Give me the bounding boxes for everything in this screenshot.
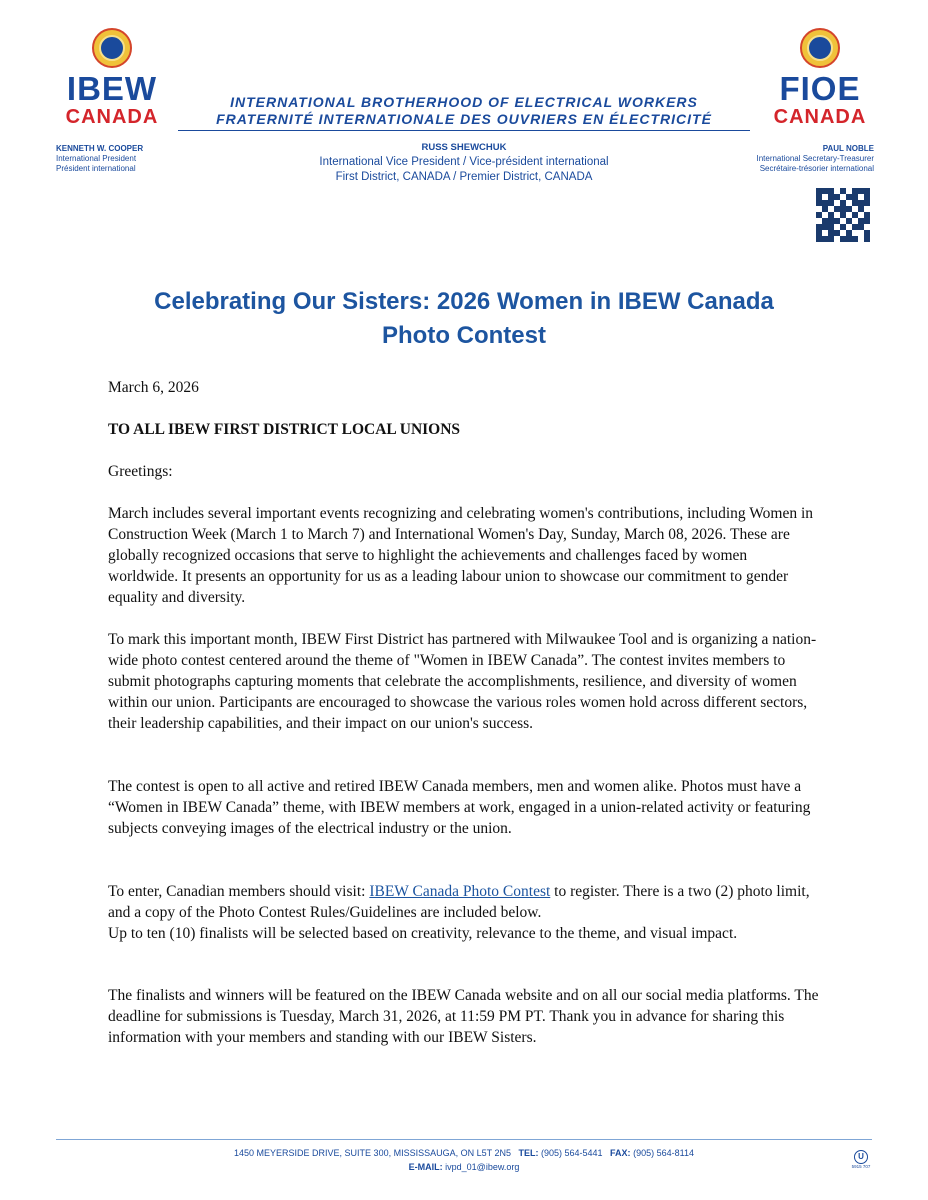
fioe-canada-logo: [764, 28, 876, 128]
org-name-fr: FRATERNITÉ INTERNATIONALE DES OUVRIERS EN ÉLECTRICITÉ: [216, 111, 712, 127]
fioe-seal-icon: [800, 28, 840, 68]
right-officer: [712, 143, 874, 174]
footer-address: 1450 MEYERSIDE DRIVE, SUITE 300, MISSISSAUGA, ON L5T 2N5: [234, 1148, 511, 1158]
paragraph-4-rest: to register. There is a two (2) photo limit, and a copy of the Photo Contest Rules/Guidelines are included below.: [108, 883, 810, 921]
ibew-seal-icon: [92, 28, 132, 68]
footer-tel: (905) 564-5441: [540, 1148, 603, 1158]
footer-divider: [56, 1139, 872, 1140]
ibew-canada-logo: [56, 28, 168, 128]
left-officer-title-en: International President: [56, 154, 137, 163]
paragraph-4-intro: To enter, Canadian members should visit:: [108, 883, 370, 900]
page-title-line2: Photo Contest: [382, 322, 546, 349]
union-label-icon: U 5915 707: [849, 1150, 873, 1169]
qr-code-icon: [816, 188, 870, 242]
left-logo-bottom: CANADA: [65, 106, 159, 128]
page-title: [40, 285, 888, 353]
right-logo-top: FIOE: [779, 70, 861, 107]
right-logo-bottom: CANADA: [773, 106, 867, 128]
org-name-en: INTERNATIONAL BROTHERHOOD OF ELECTRICAL WORKERS: [230, 94, 698, 110]
paragraph-1: March includes several important events recognizing and celebrating women's contributions, including Women in Construction Week (March 1 to March 7) and International Women's Day, Sunday, March 08, 2026. These are globally recognized occasions that serve to highlight the achievements and challenges faced by women worldwide. It presents an opportunity for us as a leading labour union to showcase our commitment to gender equality and diversity.: [108, 505, 814, 606]
left-officer-name: KENNETH W. COOPER: [56, 144, 144, 153]
center-officer-line1: International Vice President / Vice-président international: [319, 156, 609, 168]
right-officer-name: PAUL NOBLE: [822, 144, 874, 153]
footer-address-line: [56, 1148, 872, 1158]
salutation-heading: TO ALL IBEW FIRST DISTRICT LOCAL UNIONS: [108, 421, 461, 438]
paragraph-2: To mark this important month, IBEW First District has partnered with Milwaukee Tool and is organizing a nation-wide photo contest centered around the theme of "Women in IBEW Canada”. The contest invites members to submit photographs capturing moments that celebrate the accomplishments, resilience, and diversity of women within our union. Participants are encouraged to showcase the various roles women hold across different sectors, their leadership capabilities, and their impact on our union's success.: [108, 631, 817, 732]
letter-date: March 6, 2026: [108, 379, 199, 396]
left-officer: [56, 143, 216, 174]
footer-tel-label: TEL:: [518, 1148, 539, 1158]
paragraph-3: The contest is open to all active and retired IBEW Canada members, men and women alike. Photos must have a “Women in IBEW Canada” theme, with IBEW members at work, engaged in a union-related activity or featuring subjects conveying images of the electrical industry or the union.: [108, 778, 811, 837]
center-officer-line2: First District, CANADA / Premier District, CANADA: [335, 171, 593, 183]
footer-email-label: E-MAIL:: [408, 1162, 443, 1172]
paragraph-4: [108, 881, 820, 944]
left-officer-title-fr: Président international: [56, 164, 136, 173]
paragraph-4-second: Up to ten (10) finalists will be selected based on creativity, relevance to the theme, and visual impact.: [108, 925, 738, 942]
footer-fax: (905) 564-8114: [633, 1148, 694, 1158]
footer-email-line: [56, 1162, 872, 1172]
footer-email: ivpd_01@ibew.org: [445, 1162, 520, 1172]
page-title-line1: Celebrating Our Sisters: 2026 Women in IBEW Canada: [154, 288, 774, 315]
footer-fax-label: FAX:: [610, 1148, 631, 1158]
photo-contest-link[interactable]: IBEW Canada Photo Contest: [369, 883, 551, 900]
left-logo-top: IBEW: [66, 70, 158, 107]
center-officer-name: RUSS SHEWCHUK: [421, 142, 507, 153]
header-divider: [178, 130, 750, 131]
union-label-number: 5915 707: [851, 1164, 871, 1169]
paragraph-5: The finalists and winners will be featured on the IBEW Canada website and on all our social media platforms. The deadline for submissions is Tuesday, March 31, 2026, at 11:59 PM PT. Thank you in advance for sharing this information with your members and standing with our IBEW Sisters.: [108, 987, 819, 1046]
right-officer-title-en: International Secretary-Treasurer: [756, 154, 874, 163]
right-officer-title-fr: Secrétaire-trésorier international: [759, 164, 874, 173]
center-officer: [230, 141, 698, 185]
greeting: Greetings:: [108, 463, 173, 480]
